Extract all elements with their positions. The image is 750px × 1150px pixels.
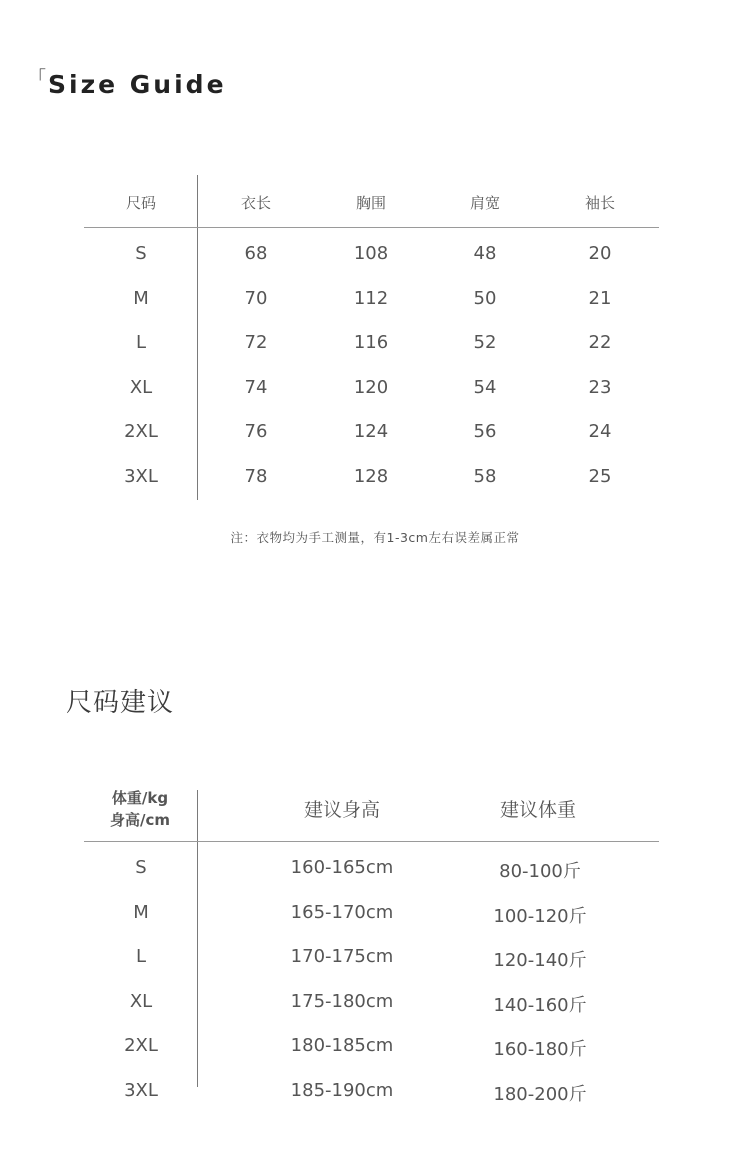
cell-shoulder: 50	[473, 287, 497, 309]
cell-height: 165-170cm	[290, 901, 394, 923]
cell-sleeve: 21	[588, 287, 612, 309]
cell-size: S	[135, 243, 147, 264]
cell-size: M	[133, 287, 149, 309]
header-height: 建议身高	[303, 799, 381, 821]
cell-shoulder: 48	[473, 243, 497, 264]
cell-chest: 124	[353, 421, 389, 442]
corner-weight-label: 体重/kg	[111, 789, 169, 807]
table-divider-horizontal	[84, 841, 659, 842]
table-row	[84, 890, 659, 935]
cell-weight: 160-180斤	[493, 1039, 587, 1060]
measurement-note: 注：衣物均为手工测量，有1-3cm左右误差属正常	[230, 530, 520, 545]
cell-sleeve: 23	[588, 376, 612, 398]
title-bracket: 「	[28, 68, 46, 89]
cell-sleeve: 24	[588, 421, 612, 442]
table-row	[84, 1023, 659, 1068]
table-row	[84, 450, 659, 495]
cell-shoulder: 54	[473, 376, 497, 398]
cell-height: 175-180cm	[290, 990, 394, 1012]
cell-size: 2XL	[124, 1035, 158, 1056]
table-row	[84, 405, 659, 450]
cell-shoulder: 56	[473, 421, 497, 442]
table-row	[84, 979, 659, 1024]
cell-length: 78	[244, 465, 268, 487]
section-title: 尺码建议	[66, 688, 175, 718]
table-row	[84, 316, 659, 361]
recommend-table	[84, 787, 659, 1105]
header-size: 尺码	[125, 194, 157, 212]
cell-chest: 112	[353, 287, 389, 309]
cell-weight: 120-140斤	[493, 950, 587, 971]
table-row	[84, 272, 659, 317]
size-table-header	[84, 175, 659, 227]
cell-weight: 180-200斤	[493, 1083, 587, 1105]
cell-weight: 80-100斤	[499, 861, 581, 882]
header-shoulder: 肩宽	[469, 194, 501, 212]
cell-height: 185-190cm	[290, 1079, 394, 1101]
cell-chest: 116	[353, 332, 389, 353]
table-row	[84, 845, 659, 890]
header-sleeve: 袖长	[584, 194, 616, 212]
page-title	[28, 64, 227, 99]
cell-sleeve: 20	[588, 243, 612, 264]
header-weight: 建议体重	[499, 799, 577, 821]
cell-length: 68	[244, 243, 268, 264]
cell-weight: 140-160斤	[493, 994, 587, 1016]
corner-height-label: 身高/cm	[109, 811, 171, 829]
table-row	[84, 227, 659, 272]
cell-shoulder: 52	[473, 332, 497, 353]
header-chest: 胸围	[355, 194, 387, 212]
cell-size: L	[135, 946, 147, 967]
cell-chest: 128	[353, 465, 389, 487]
cell-length: 72	[244, 332, 268, 353]
cell-size: S	[135, 857, 147, 878]
cell-height: 160-165cm	[290, 857, 394, 878]
table-row	[84, 1068, 659, 1113]
cell-size: XL	[129, 990, 153, 1012]
corner-header	[110, 787, 170, 831]
title-text: Size Guide	[48, 70, 227, 99]
cell-sleeve: 22	[588, 332, 612, 353]
recommend-table-body	[84, 845, 659, 1112]
cell-length: 74	[244, 376, 268, 398]
cell-length: 76	[244, 421, 268, 442]
cell-height: 180-185cm	[290, 1035, 394, 1056]
cell-size: 2XL	[124, 421, 158, 442]
header-length: 衣长	[240, 194, 272, 212]
size-table-body	[84, 227, 659, 494]
cell-height: 170-175cm	[290, 946, 394, 967]
recommend-table-header	[84, 787, 659, 841]
cell-weight: 100-120斤	[493, 905, 587, 927]
cell-size: L	[135, 332, 147, 353]
cell-size: M	[133, 901, 149, 923]
cell-sleeve: 25	[588, 465, 612, 487]
cell-chest: 120	[353, 376, 389, 398]
cell-size: 3XL	[124, 465, 158, 487]
cell-size: XL	[129, 376, 153, 398]
cell-chest: 108	[353, 243, 389, 264]
size-table	[84, 175, 659, 487]
cell-shoulder: 58	[473, 465, 497, 487]
table-row	[84, 361, 659, 406]
cell-length: 70	[244, 287, 268, 309]
cell-size: 3XL	[124, 1079, 158, 1101]
table-row	[84, 934, 659, 979]
